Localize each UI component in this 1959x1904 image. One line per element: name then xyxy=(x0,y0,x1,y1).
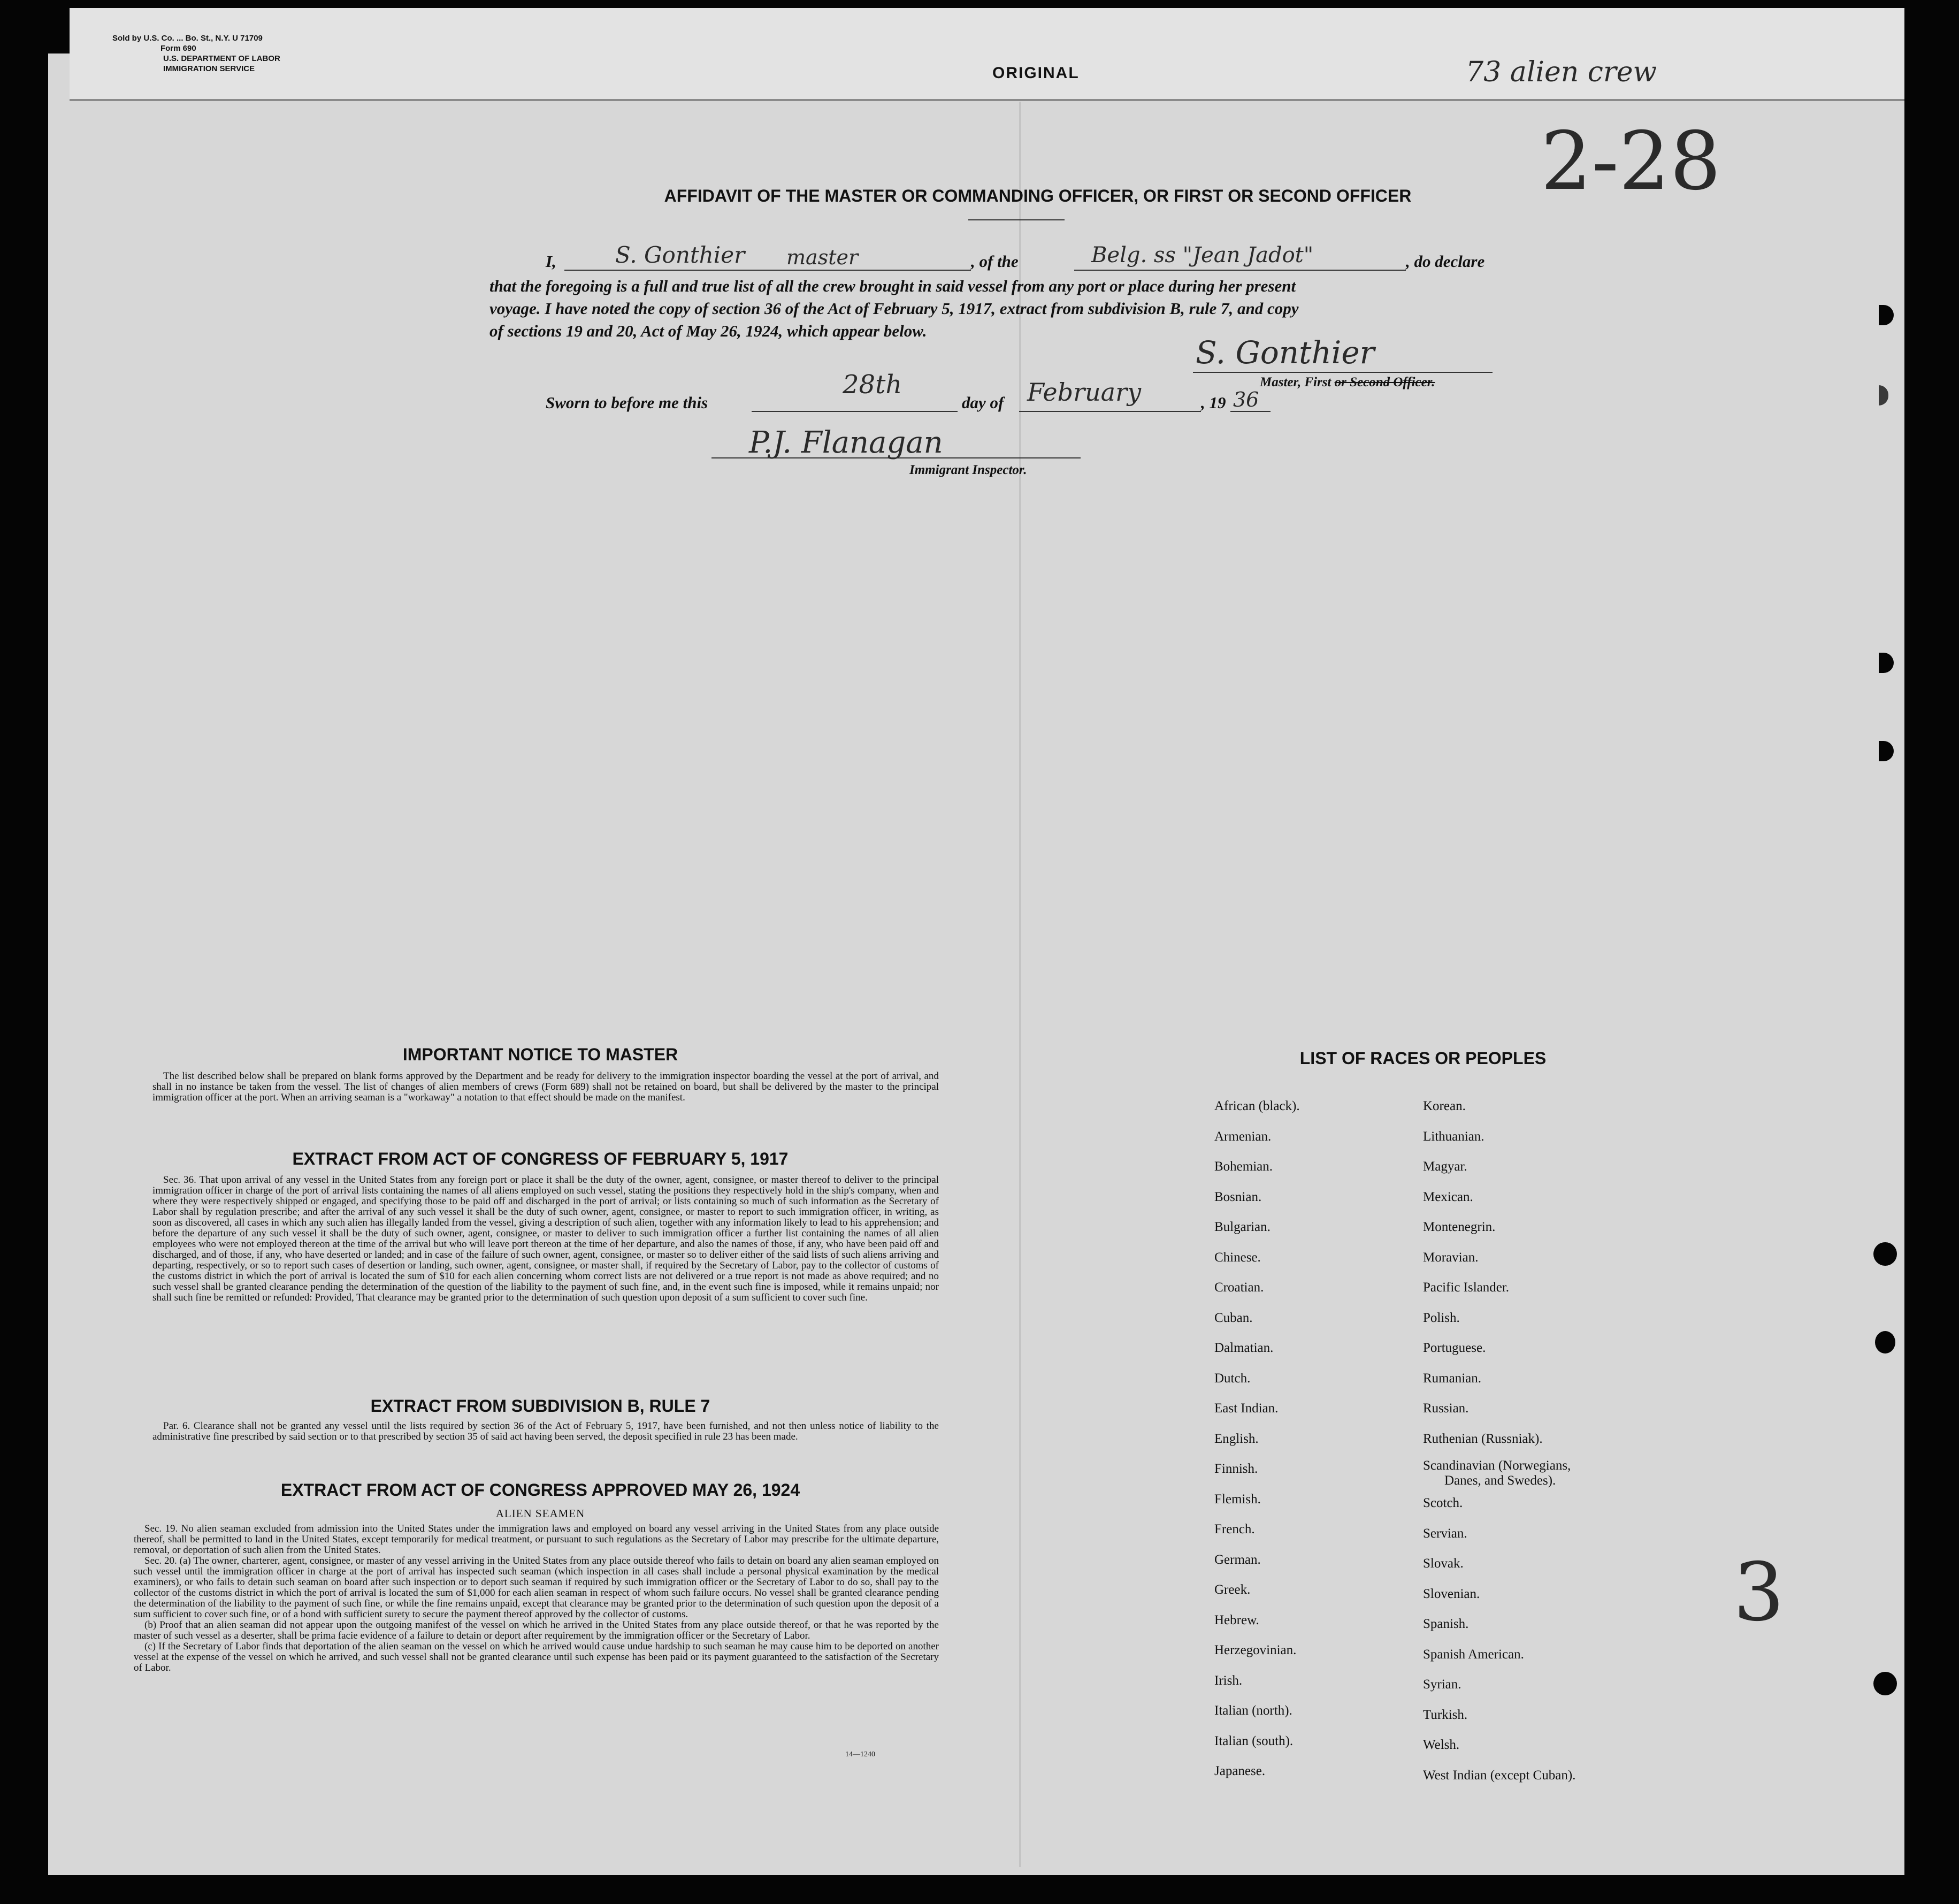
races-right-column xyxy=(1423,1091,1575,1791)
race-item: Japanese. xyxy=(1214,1764,1266,1778)
race-item: Spanish. xyxy=(1423,1617,1469,1631)
master-caption xyxy=(1260,374,1435,391)
race-item: Bosnian. xyxy=(1214,1189,1262,1204)
race-item: Slovak. xyxy=(1423,1556,1464,1571)
race-item: Finnish. xyxy=(1214,1462,1258,1476)
extract-1917-title: EXTRACT FROM ACT OF CONGRESS OF FEBRUARY 5, 1917 xyxy=(292,1149,789,1168)
race-item: Scandinavian (Norwegians, xyxy=(1423,1458,1571,1473)
master-caption-struck: or Second Officer. xyxy=(1334,375,1435,389)
master-role: master xyxy=(786,246,859,269)
affidavit-line-1 xyxy=(487,242,1530,273)
section-20c-text: (c) If the Secretary of Labor finds that deportation of the alien seaman on the vessel on which he arrived would cause undue hardship to such seaman he may cause him to be deported on another vessel at the expense of the vessel on which he arrived, and such vessel shall not be granted clearance until such expense has been paid or its payment guaranteed to the satisfaction of the Secretary of Labor. xyxy=(134,1641,939,1673)
master-caption-text: Master, First xyxy=(1260,375,1331,389)
affidavit-body xyxy=(489,275,1549,342)
affidavit-line-3: voyage. I have noted the copy of section 36 of the Act of February 5, 1917, extract from subdivision B, rule 7, and copy xyxy=(489,299,1299,318)
title-rule xyxy=(968,219,1065,220)
race-item: Lithuanian. xyxy=(1423,1129,1484,1144)
binder-hole xyxy=(1875,1331,1895,1354)
notice-title: IMPORTANT NOTICE TO MASTER xyxy=(402,1045,678,1064)
race-item: West Indian (except Cuban). xyxy=(1423,1768,1576,1783)
form-print-number: 14—1240 xyxy=(845,1750,875,1758)
i-label: I, xyxy=(546,252,556,271)
department-line: U.S. DEPARTMENT OF LABOR xyxy=(163,54,280,63)
extract-1917-text: Sec. 36. That upon arrival of any vessel in the United States from any foreign port or place it shall be the duty of the owner, agent, consignee, or master thereof to deliver to the principal immigration officer in charge of the port of arrival lists containing the names of all aliens employed on such vessel, stating the positions they respectively hold in the ship's company, when and where they were respectively shipped or engaged, and specifying those to be paid off and discharged in the port of arrival; or lists containing so much of such information as the Secretary of Labor shall by regulation prescribe; and after the arrival of any such vessel it shall be the duty of such owner, agent, consignee, or master to report to such immigration officer, in writing, as soon as discovered, all cases in which any such alien has illegally landed from the vessel, giving a description of such alien, together with any information likely to lead to his apprehension; and before the departure of any such vessel it shall be the duty of such owner, agent, consignee, or master to deliver to such immigration officer a further list containing the names of all alien employees who were not employed thereon at the time of the arrival but who will leave port thereon at the time of her departure, and also the names of those, if any, who have been paid off and discharged, and of those, if any, who have deserted or landed; and in case of the failure of such owner, agent, consignee, or master so to deliver either of the said lists of such aliens arriving and departing, respectively, or so to report such cases of desertion or landing, such owner, agent, consignee, or master shall, if required by the Secretary of Labor, pay to the collector of customs of the customs district in which the port of arrival is located the sum of $10 for each alien concerning whom correct lists are not delivered or a true report is not made as above required; and no such vessel shall be granted clearance pending the determination of the question of the liability to the payment of such fine, and, in the event such fine is imposed, while it remains unpaid; nor shall such fine be remitted or refunded: Provided, That clearance may be granted prior to the determination of such question upon deposit of a sum sufficient to cover such fine. xyxy=(152,1174,939,1303)
race-item: East Indian. xyxy=(1214,1401,1279,1416)
race-item: Magyar. xyxy=(1423,1159,1467,1174)
race-item: Dalmatian. xyxy=(1214,1341,1274,1355)
race-item: Italian (north). xyxy=(1214,1703,1292,1718)
day-of-label: day of xyxy=(962,393,1004,412)
year-prefix: , 19 xyxy=(1201,393,1226,412)
race-item: Flemish. xyxy=(1214,1492,1261,1507)
month-underline xyxy=(1019,411,1201,412)
race-item: Spanish American. xyxy=(1423,1647,1524,1662)
inspector-signature-line xyxy=(711,457,1081,458)
day-underline xyxy=(752,411,958,412)
name-underline xyxy=(564,270,971,271)
race-item: Pacific Islander. xyxy=(1423,1280,1510,1295)
race-item: Herzegovinian. xyxy=(1214,1643,1297,1657)
race-item: Greek. xyxy=(1214,1582,1251,1597)
race-item: Irish. xyxy=(1214,1673,1243,1688)
extract-1924-body xyxy=(134,1524,939,1673)
section-20b-text: (b) Proof that an alien seaman did not appear upon the outgoing manifest of the vessel on which he arrived in the United States from any place outside thereof, or that he was reported by the master of such vessel as a deserter, shall be prima facie evidence of a failure to detain or deport after requirement by the immigration officer or the Secretary of Labor. xyxy=(134,1619,939,1641)
race-item: Korean. xyxy=(1423,1099,1466,1113)
races-title: LIST OF RACES OR PEOPLES xyxy=(1299,1049,1547,1068)
handwritten-page-number: 3 xyxy=(1733,1546,1785,1639)
fold-line xyxy=(1019,102,1021,1867)
race-item: Russian. xyxy=(1423,1401,1469,1416)
race-item: Chinese. xyxy=(1214,1250,1261,1265)
race-item: Polish. xyxy=(1423,1310,1460,1325)
extract-rule7-text: Par. 6. Clearance shall not be granted any vessel until the lists required by section 36 of the Act of February 5, 1917, have been furnished, and not then unless notice of liability to the administrative fine prescribed by said section or to that prescribed by section 35 of said act having been served, the deposit specified in rule 23 has been made. xyxy=(152,1420,939,1442)
race-item: German. xyxy=(1214,1552,1261,1567)
race-item: Croatian. xyxy=(1214,1280,1264,1295)
race-item: Slovenian. xyxy=(1423,1586,1480,1601)
race-item: Dutch. xyxy=(1214,1371,1251,1386)
race-item: Mexican. xyxy=(1423,1189,1473,1204)
sworn-day: 28th xyxy=(843,370,902,400)
race-item: Hebrew. xyxy=(1214,1612,1259,1627)
sworn-year: 36 xyxy=(1233,388,1259,411)
race-item: Cuban. xyxy=(1214,1310,1253,1325)
binder-hole xyxy=(1873,1672,1897,1695)
original-label: ORIGINAL xyxy=(992,64,1080,82)
handwritten-crew-count: 73 alien crew xyxy=(1466,56,1657,88)
race-item: Armenian. xyxy=(1214,1129,1272,1144)
master-name: S. Gonthier xyxy=(615,242,745,268)
extract-1924-title: EXTRACT FROM ACT OF CONGRESS APPROVED MAY 26, 1924 xyxy=(280,1480,800,1500)
vessel-name: Belg. ss "Jean Jadot" xyxy=(1091,243,1314,267)
race-item-continued: Danes, and Swedes). xyxy=(1444,1473,1556,1488)
race-item: Scotch. xyxy=(1423,1496,1463,1510)
vessel-underline xyxy=(1074,270,1406,271)
inspector-signature: P.J. Flanagan xyxy=(749,425,943,460)
do-declare-label: , do declare xyxy=(1406,252,1485,271)
binder-hole xyxy=(1873,1242,1897,1266)
race-item: Welsh. xyxy=(1423,1738,1460,1752)
master-signature: S. Gonthier xyxy=(1196,334,1375,371)
form-number: Form 690 xyxy=(160,44,196,53)
alien-seamen-subtitle: ALIEN SEAMEN xyxy=(495,1507,585,1520)
extract-rule7-title: EXTRACT FROM SUBDIVISION B, RULE 7 xyxy=(370,1396,710,1416)
of-the-label: , of the xyxy=(971,252,1019,271)
service-line: IMMIGRATION SERVICE xyxy=(163,64,255,73)
sworn-line xyxy=(546,370,1295,414)
race-item: Rumanian. xyxy=(1423,1371,1482,1386)
race-item: Ruthenian (Russniak). xyxy=(1423,1431,1543,1446)
race-item: Syrian. xyxy=(1423,1677,1461,1692)
notice-text: The list described below shall be prepared on blank forms approved by the Department and be ready for delivery to the immigration inspector boarding the vessel at the port of arrival, and shall in no instance be taken from the vessel. The list of changes of alien members of crews (Form 689) shall not be retained on board, but shall be delivered by the master to the principal immigration officer at the port. When an arriving seaman is a "workaway" a notation to that effect should be made on the manifest. xyxy=(152,1070,939,1103)
sworn-month: February xyxy=(1027,378,1142,407)
affidavit-line-4: of sections 19 and 20, Act of May 26, 1924, which appear below. xyxy=(489,322,927,340)
race-item: Moravian. xyxy=(1423,1250,1479,1265)
affidavit-title: AFFIDAVIT OF THE MASTER OR COMMANDING OFFICER, OR FIRST OR SECOND OFFICER xyxy=(664,186,1412,205)
affidavit-line-2: that the foregoing is a full and true list of all the crew brought in said vessel from any port or place during her present xyxy=(489,277,1296,295)
form-header xyxy=(112,33,280,74)
race-item: Bulgarian. xyxy=(1214,1220,1271,1234)
race-item: Italian (south). xyxy=(1214,1733,1294,1748)
race-item: English. xyxy=(1214,1431,1259,1446)
section-20a-text: Sec. 20. (a) The owner, charterer, agent, consignee, or master of any vessel arriving in the United States from any place outside thereof who fails to detain on board any alien seaman employed on such vessel until the immigration officer in charge at the port of arrival has inspected such seaman (which inspection in all cases shall include a personal physical examination by the medical examiners), or who fails to detain such seaman on board after such inspection or to deport such seaman if required by such immigration officer or the Secretary of Labor to do so, shall pay to the collector of the customs district in which the port of arrival is located the sum of $1,000 for each alien seaman in respect of whom such failure occurs. No vessel shall be granted clearance pending the determination of the liability to the payment of such fine, or while the fine remains unpaid, except that clearance may be granted prior to the determination of such question upon the deposit of a sum sufficient to cover such fine, or of a bond with sufficient surety to secure the payment thereof approved by the collector of customs. xyxy=(134,1555,939,1620)
seller-line: Sold by U.S. Co. ... Bo. St., N.Y. U 71709 xyxy=(112,34,263,43)
race-item: Montenegrin. xyxy=(1423,1220,1496,1234)
inspector-caption: Immigrant Inspector. xyxy=(909,463,1027,477)
race-item: African (black). xyxy=(1214,1099,1300,1113)
race-item: Servian. xyxy=(1423,1526,1467,1541)
handwritten-date: 2-28 xyxy=(1541,115,1721,208)
race-item: Turkish. xyxy=(1423,1707,1468,1722)
race-item: Portuguese. xyxy=(1423,1341,1486,1355)
master-signature-line xyxy=(1193,372,1493,373)
sworn-label: Sworn to before me this xyxy=(546,393,708,412)
race-item: French. xyxy=(1214,1522,1255,1536)
section-19-text: Sec. 19. No alien seaman excluded from admission into the United States under the immigration laws and employed on board any vessel arriving in the United States from any place outside thereof, shall be permitted to land in the United States, except temporarily for medical treatment, or pursuant to such regulations as the Secretary of Labor may prescribe for the ultimate departure, removal, or deportation of such alien from the United States. xyxy=(134,1523,939,1556)
races-left-column xyxy=(1214,1091,1300,1787)
race-item: Bohemian. xyxy=(1214,1159,1273,1174)
